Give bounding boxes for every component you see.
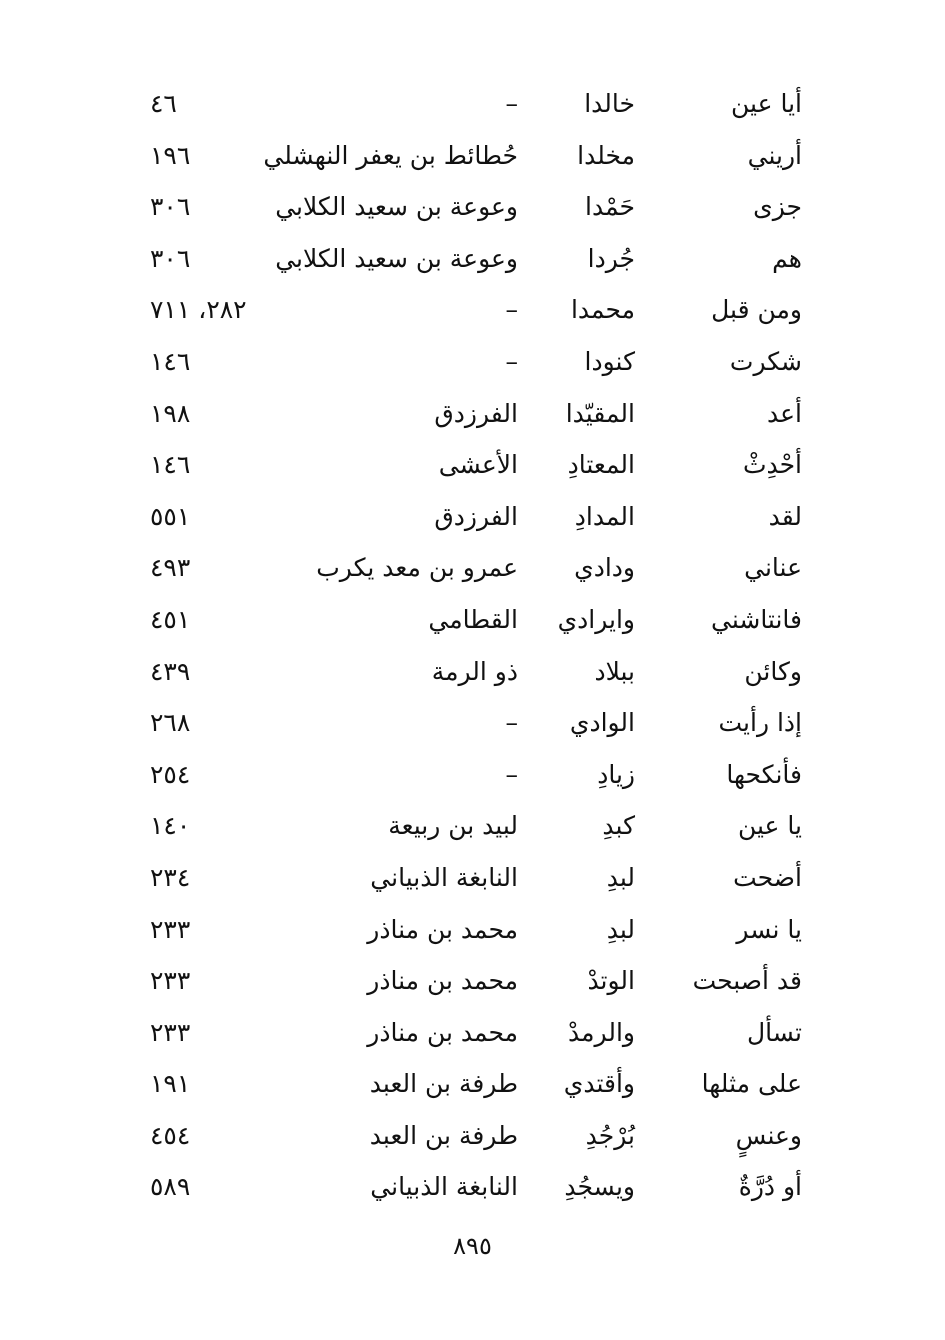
poet-name-cell: طرفة بن العبد <box>369 1120 518 1150</box>
page-reference-cell: ١٩١ <box>150 1069 191 1099</box>
first-words-cell: لقد <box>768 501 802 531</box>
poet-name-cell: النابغة الذبياني <box>370 862 518 892</box>
poet-name-cell: – <box>505 759 518 789</box>
first-words-cell: هم <box>772 243 802 273</box>
rhyme-word-cell: والرمدْ <box>568 1017 635 1047</box>
page-number: ٨٩٥ <box>453 1232 492 1260</box>
table-row <box>0 955 945 1007</box>
first-words-cell: أعد <box>767 398 802 428</box>
rhyme-word-cell: المدادِ <box>574 501 635 531</box>
first-words-cell: يا نسر <box>736 914 802 944</box>
rhyme-word-cell: محمدا <box>570 295 635 325</box>
rhyme-word-cell: جُردا <box>587 243 635 273</box>
rhyme-word-cell: الوتدْ <box>587 966 635 996</box>
page-reference-cell: ٤٥٤ <box>150 1120 191 1150</box>
verse-index-table <box>0 78 945 1213</box>
poet-name-cell: عمرو بن معد يكرب <box>316 553 518 583</box>
first-words-cell: فأنكحها <box>726 759 802 789</box>
rhyme-word-cell: بُرْجُدِ <box>585 1120 635 1150</box>
first-words-cell: يا عين <box>737 811 802 841</box>
table-row <box>0 1110 945 1162</box>
page-reference-cell: ٢٣٣ <box>150 966 191 996</box>
first-words-cell: أحْدِثْ <box>742 450 802 480</box>
table-row <box>0 646 945 698</box>
table-row <box>0 1161 945 1213</box>
poet-name-cell: وعوعة بن سعيد الكلابي <box>275 243 518 273</box>
rhyme-word-cell: كبدِ <box>602 811 635 841</box>
rhyme-word-cell: ودادي <box>574 553 635 583</box>
poet-name-cell: ذو الرمة <box>431 656 518 686</box>
poet-name-cell: حُطائط بن يعفر النهشلي <box>263 140 518 170</box>
poet-name-cell: لبيد بن ربيعة <box>388 811 518 841</box>
page-reference-cell: ١٩٨ <box>150 398 191 428</box>
first-words-cell: أيا عين <box>731 89 802 118</box>
poet-name-cell: الفرزدق <box>434 501 518 531</box>
first-words-cell: ومن قبل <box>711 295 802 325</box>
first-words-cell: عناني <box>744 553 802 583</box>
page-reference-cell: ٣٠٦ <box>150 192 191 222</box>
poet-name-cell: محمد بن مناذر <box>367 966 518 996</box>
rhyme-word-cell: كنودا <box>584 346 635 376</box>
first-words-cell: فانتاشني <box>710 604 802 634</box>
table-row <box>0 697 945 749</box>
page-reference-cell: ١٤٦ <box>150 450 191 480</box>
page-reference-cell: ٢٥٤ <box>150 759 191 789</box>
table-row <box>0 233 945 285</box>
poet-name-cell: – <box>505 708 518 738</box>
rhyme-word-cell: زيادِ <box>597 759 635 789</box>
first-words-cell: تسأل <box>746 1017 802 1047</box>
first-words-cell: على مثلها <box>701 1069 802 1099</box>
table-row <box>0 78 945 130</box>
rhyme-word-cell: الوادي <box>569 708 635 738</box>
first-words-cell: أضحت <box>733 862 802 892</box>
poet-name-cell: – <box>505 295 518 325</box>
poet-name-cell: – <box>505 346 518 376</box>
rhyme-word-cell: وأقتدي <box>563 1069 635 1099</box>
page-reference-cell: ٢٣٣ <box>150 914 191 944</box>
table-row <box>0 491 945 543</box>
page-reference-cell: ١٤٦ <box>150 346 191 376</box>
table-row <box>0 388 945 440</box>
page-reference-cell: ٥٨٩ <box>150 1172 191 1202</box>
page-reference-cell: ٢٨٢، ٧١١ <box>150 295 247 325</box>
table-row <box>0 594 945 646</box>
rhyme-word-cell: المقيّدا <box>565 398 635 428</box>
table-row <box>0 336 945 388</box>
poet-name-cell: – <box>505 89 518 118</box>
first-words-cell: جزى <box>753 192 802 222</box>
poet-name-cell: الفرزدق <box>434 398 518 428</box>
rhyme-word-cell: مخلدا <box>577 140 635 170</box>
rhyme-word-cell: خالدا <box>584 89 635 118</box>
page-reference-cell: ٣٠٦ <box>150 243 191 273</box>
rhyme-word-cell: حَمْدا <box>585 192 635 222</box>
page-reference-cell: ٤٣٩ <box>150 656 191 686</box>
table-row <box>0 181 945 233</box>
poet-name-cell: النابغة الذبياني <box>370 1172 518 1202</box>
page-reference-cell: ٢٣٣ <box>150 1017 191 1047</box>
poet-name-cell: القطامي <box>428 604 518 634</box>
page-reference-cell: ٤٥١ <box>150 604 191 634</box>
table-row <box>0 439 945 491</box>
table-row <box>0 284 945 336</box>
rhyme-word-cell: ويسجُدِ <box>564 1172 635 1202</box>
first-words-cell: إذا رأيت <box>718 708 802 738</box>
page-reference-cell: ٤٦ <box>150 89 177 118</box>
table-row <box>0 852 945 904</box>
rhyme-word-cell: ببلاد <box>594 656 635 686</box>
rhyme-word-cell: وايرادي <box>557 604 635 634</box>
table-row <box>0 1007 945 1059</box>
page-reference-cell: ٥٥١ <box>150 501 191 531</box>
table-row <box>0 749 945 801</box>
table-row <box>0 800 945 852</box>
table-row <box>0 904 945 956</box>
rhyme-word-cell: المعتادِ <box>567 450 635 480</box>
rhyme-word-cell: لبدِ <box>606 862 635 892</box>
poet-name-cell: طرفة بن العبد <box>369 1069 518 1099</box>
poet-name-cell: محمد بن مناذر <box>367 914 518 944</box>
page-reference-cell: ١٤٠ <box>150 811 191 841</box>
table-row <box>0 542 945 594</box>
poet-name-cell: محمد بن مناذر <box>367 1017 518 1047</box>
page-reference-cell: ٢٣٤ <box>150 862 191 892</box>
page-reference-cell: ٢٦٨ <box>150 708 191 738</box>
table-row <box>0 1058 945 1110</box>
page-reference-cell: ١٩٦ <box>150 140 191 170</box>
first-words-cell: أو دُرَّةٌ <box>738 1172 802 1202</box>
poet-name-cell: الأعشى <box>438 450 518 480</box>
first-words-cell: شكرت <box>729 346 802 376</box>
poet-name-cell: وعوعة بن سعيد الكلابي <box>275 192 518 222</box>
rhyme-word-cell: لبدِ <box>606 914 635 944</box>
first-words-cell: أريني <box>747 140 802 170</box>
first-words-cell: وكائن <box>744 656 802 686</box>
first-words-cell: قد أصبحت <box>692 966 802 996</box>
table-row <box>0 130 945 182</box>
first-words-cell: وعنسٍ <box>735 1120 802 1150</box>
page-reference-cell: ٤٩٣ <box>150 553 191 583</box>
